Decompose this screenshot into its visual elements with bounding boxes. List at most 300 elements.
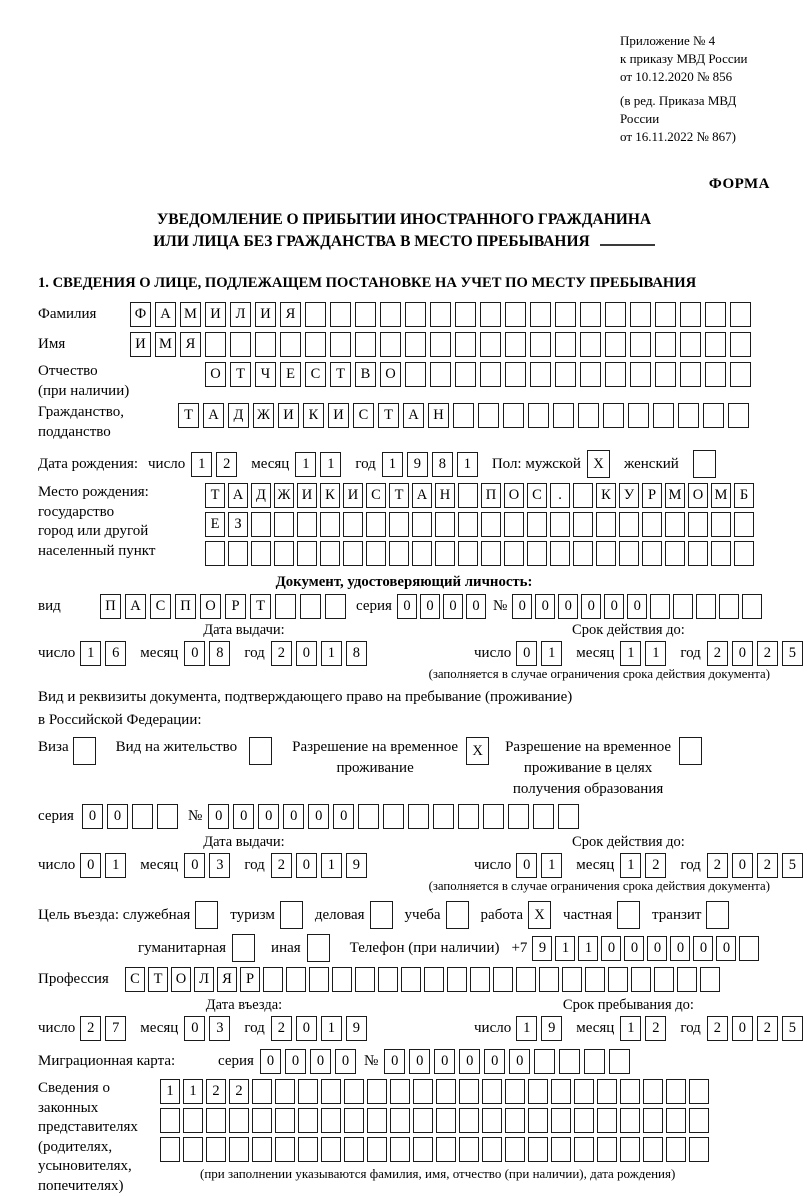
cell[interactable] [654,967,674,992]
entry-day-cells[interactable] [80,1016,130,1041]
cell[interactable]: И [343,483,363,508]
cell[interactable] [666,1137,686,1162]
passport-series-cells[interactable] [397,594,489,619]
checkbox-official[interactable] [195,901,222,929]
cell[interactable]: 7 [105,1016,126,1041]
permit-issue-year-cells[interactable] [271,853,371,878]
cell[interactable] [534,1049,555,1074]
cell[interactable]: 2 [271,641,292,666]
cell[interactable]: 0 [558,594,578,619]
cell[interactable] [458,541,478,566]
cell[interactable]: Я [280,302,301,327]
cell[interactable] [300,594,321,619]
cell[interactable]: А [125,594,146,619]
cell[interactable]: 0 [732,853,753,878]
cell[interactable]: З [228,512,248,537]
cell[interactable] [297,512,317,537]
cell[interactable]: 0 [82,804,103,829]
migration-number-cells[interactable] [384,1049,634,1074]
cell[interactable] [459,1108,479,1133]
cell[interactable] [680,362,701,387]
cell[interactable] [275,1137,295,1162]
cell[interactable] [528,1137,548,1162]
cell[interactable] [307,934,330,962]
cell[interactable]: Е [280,362,301,387]
cell[interactable]: 0 [484,1049,505,1074]
cell[interactable]: 1 [620,853,641,878]
cell[interactable] [378,967,398,992]
cell[interactable] [653,403,674,428]
cell[interactable] [673,594,693,619]
cell[interactable] [705,302,726,327]
cell[interactable]: М [180,302,201,327]
checkbox-business[interactable] [370,901,397,929]
cell[interactable] [585,967,605,992]
birth-place-row1[interactable] [205,483,757,508]
cell[interactable] [551,1137,571,1162]
cell[interactable]: 0 [601,936,621,961]
cell[interactable]: Ж [274,483,294,508]
cell[interactable] [655,302,676,327]
birth-day-cells[interactable] [191,452,241,477]
birth-month-cells[interactable] [295,452,345,477]
cell[interactable]: И [328,403,349,428]
cell[interactable] [321,1108,341,1133]
stay-month-cells[interactable] [620,1016,670,1041]
cell[interactable] [320,541,340,566]
cell[interactable] [405,302,426,327]
cell[interactable] [298,1079,318,1104]
cell[interactable]: 0 [581,594,601,619]
checkbox-female[interactable] [693,450,720,478]
cell[interactable]: М [665,483,685,508]
cell[interactable]: 0 [397,594,417,619]
checkbox-work[interactable] [528,901,555,929]
cell[interactable] [73,737,96,765]
cell[interactable] [528,1108,548,1133]
cell[interactable]: А [412,483,432,508]
cell[interactable]: 1 [620,641,641,666]
cell[interactable]: К [320,483,340,508]
cell[interactable] [458,512,478,537]
cell[interactable] [229,1108,249,1133]
cell[interactable] [332,967,352,992]
cell[interactable] [605,302,626,327]
cell[interactable]: 2 [80,1016,101,1041]
cell[interactable]: 0 [604,594,624,619]
cell[interactable] [435,512,455,537]
passport-valid-year-cells[interactable] [707,641,807,666]
cell[interactable]: 1 [191,452,212,477]
cell[interactable]: О [504,483,524,508]
cell[interactable] [458,483,478,508]
cell[interactable] [206,1137,226,1162]
cell[interactable] [330,332,351,357]
cell[interactable] [580,332,601,357]
birth-year-cells[interactable] [382,452,482,477]
cell[interactable]: 1 [541,641,562,666]
cell[interactable] [551,1079,571,1104]
cell[interactable]: 2 [645,1016,666,1041]
cell[interactable]: Т [230,362,251,387]
cell[interactable] [274,512,294,537]
surname-cells[interactable] [130,302,755,327]
checkbox-temp-permit[interactable] [466,737,493,765]
cell[interactable]: 0 [80,853,101,878]
cell[interactable]: П [481,483,501,508]
cell[interactable] [608,967,628,992]
cell[interactable] [527,512,547,537]
cell[interactable]: Т [330,362,351,387]
cell[interactable] [160,1108,180,1133]
cell[interactable] [562,967,582,992]
cell[interactable]: 1 [183,1079,203,1104]
migration-series-cells[interactable] [260,1049,360,1074]
cell[interactable]: 0 [310,1049,331,1074]
cell[interactable] [355,967,375,992]
cell[interactable] [728,403,749,428]
cell[interactable] [550,512,570,537]
cell[interactable] [252,1079,272,1104]
checkbox-male[interactable] [587,450,614,478]
cell[interactable] [559,1049,580,1074]
cell[interactable]: А [155,302,176,327]
cell[interactable]: И [205,302,226,327]
cell[interactable]: 3 [209,1016,230,1041]
cell[interactable]: 0 [509,1049,530,1074]
permit-series-cells[interactable] [82,804,182,829]
cell[interactable]: 9 [541,1016,562,1041]
cell[interactable]: 0 [233,804,254,829]
cell[interactable] [370,901,393,929]
cell[interactable]: Н [435,483,455,508]
cell[interactable]: Д [228,403,249,428]
cell[interactable]: 3 [209,853,230,878]
cell[interactable] [459,1079,479,1104]
cell[interactable] [367,1079,387,1104]
cell[interactable] [605,332,626,357]
passport-number-cells[interactable] [512,594,765,619]
cell[interactable]: 1 [80,641,101,666]
cell[interactable] [390,1079,410,1104]
cell[interactable] [573,541,593,566]
cell[interactable] [730,332,751,357]
cell[interactable] [620,1108,640,1133]
cell[interactable]: 0 [333,804,354,829]
cell[interactable] [433,804,454,829]
cell[interactable]: . [550,483,570,508]
cell[interactable] [666,1079,686,1104]
cell[interactable] [458,804,479,829]
cell[interactable] [578,403,599,428]
cell[interactable]: 0 [285,1049,306,1074]
cell[interactable] [677,967,697,992]
cell[interactable] [413,1108,433,1133]
cell[interactable] [446,901,469,929]
cell[interactable] [711,541,731,566]
cell[interactable]: Ж [253,403,274,428]
cell[interactable]: А [203,403,224,428]
cell[interactable] [655,362,676,387]
cell[interactable] [251,541,271,566]
cell[interactable] [573,483,593,508]
cell[interactable] [481,512,501,537]
cell[interactable] [424,967,444,992]
cell[interactable] [655,332,676,357]
cell[interactable] [330,302,351,327]
cell[interactable] [493,967,513,992]
cell[interactable]: 0 [258,804,279,829]
cell[interactable] [620,1137,640,1162]
cell[interactable] [157,804,178,829]
cell[interactable] [555,362,576,387]
doc-kind-cells[interactable] [100,594,350,619]
cell[interactable] [480,302,501,327]
cell[interactable] [358,804,379,829]
cell[interactable]: 0 [670,936,690,961]
cell[interactable] [343,512,363,537]
cell[interactable] [719,594,739,619]
cell[interactable]: 0 [296,853,317,878]
cell[interactable] [705,362,726,387]
cell[interactable]: 0 [260,1049,281,1074]
cell[interactable]: С [150,594,171,619]
cell[interactable] [470,967,490,992]
cell[interactable] [275,594,296,619]
cell[interactable]: X [587,450,610,478]
cell[interactable]: О [205,362,226,387]
cell[interactable] [355,332,376,357]
cell[interactable] [528,1079,548,1104]
cell[interactable]: 0 [184,641,205,666]
cell[interactable] [666,1108,686,1133]
cell[interactable]: 2 [707,641,728,666]
cell[interactable]: 1 [295,452,316,477]
cell[interactable] [742,594,762,619]
phone-cells[interactable] [532,936,762,961]
cell[interactable] [619,541,639,566]
cell[interactable] [435,541,455,566]
cell[interactable] [505,1108,525,1133]
cell[interactable]: А [403,403,424,428]
cell[interactable]: 2 [707,853,728,878]
cell[interactable] [430,362,451,387]
cell[interactable]: 1 [578,936,598,961]
cell[interactable]: 1 [382,452,403,477]
cell[interactable] [367,1137,387,1162]
cell[interactable]: И [255,302,276,327]
cell[interactable] [482,1108,502,1133]
cell[interactable] [619,512,639,537]
cell[interactable]: Т [389,483,409,508]
cell[interactable] [412,541,432,566]
checkbox-humanitarian[interactable] [232,934,259,962]
cell[interactable]: 0 [420,594,440,619]
cell[interactable] [558,804,579,829]
cell[interactable]: 0 [466,594,486,619]
cell[interactable] [678,403,699,428]
cell[interactable] [665,512,685,537]
cell[interactable] [574,1137,594,1162]
cell[interactable]: Ф [130,302,151,327]
cell[interactable] [505,1079,525,1104]
cell[interactable] [390,1108,410,1133]
cell[interactable] [478,403,499,428]
cell[interactable] [689,1079,709,1104]
cell[interactable] [367,1108,387,1133]
cell[interactable]: 0 [107,804,128,829]
cell[interactable] [642,541,662,566]
cell[interactable] [390,1137,410,1162]
representatives-row2[interactable] [160,1108,712,1133]
cell[interactable] [680,302,701,327]
cell[interactable] [530,302,551,327]
cell[interactable]: Я [217,967,237,992]
cell[interactable]: С [353,403,374,428]
cell[interactable]: 9 [346,1016,367,1041]
cell[interactable] [252,1108,272,1133]
cell[interactable] [412,512,432,537]
cell[interactable]: 2 [271,1016,292,1041]
cell[interactable] [132,804,153,829]
cell[interactable]: 1 [321,1016,342,1041]
cell[interactable]: 9 [532,936,552,961]
cell[interactable] [344,1137,364,1162]
cell[interactable] [603,403,624,428]
cell[interactable] [183,1108,203,1133]
cell[interactable] [343,541,363,566]
profession-cells[interactable] [125,967,723,992]
cell[interactable]: 6 [105,641,126,666]
checkbox-tourism[interactable] [280,901,307,929]
cell[interactable] [631,967,651,992]
cell[interactable]: 0 [308,804,329,829]
cell[interactable] [555,302,576,327]
cell[interactable] [380,332,401,357]
cell[interactable]: 2 [229,1079,249,1104]
cell[interactable] [689,1108,709,1133]
cell[interactable]: 2 [707,1016,728,1041]
cell[interactable] [508,804,529,829]
cell[interactable] [230,332,251,357]
cell[interactable]: Б [734,483,754,508]
cell[interactable] [628,403,649,428]
cell[interactable] [642,512,662,537]
cell[interactable]: С [366,483,386,508]
cell[interactable] [734,512,754,537]
checkbox-study[interactable] [446,901,473,929]
cell[interactable]: 0 [624,936,644,961]
cell[interactable] [195,901,218,929]
cell[interactable] [643,1108,663,1133]
cell[interactable] [405,362,426,387]
cell[interactable] [530,332,551,357]
cell[interactable]: Р [240,967,260,992]
passport-valid-month-cells[interactable] [620,641,670,666]
passport-issue-year-cells[interactable] [271,641,371,666]
checkbox-private[interactable] [617,901,644,929]
cell[interactable]: 1 [105,853,126,878]
cell[interactable]: 0 [384,1049,405,1074]
cell[interactable]: 1 [321,853,342,878]
cell[interactable] [539,967,559,992]
cell[interactable] [711,512,731,537]
cell[interactable] [459,1137,479,1162]
cell[interactable] [597,1108,617,1133]
cell[interactable] [705,332,726,357]
cell[interactable] [551,1108,571,1133]
permit-valid-month-cells[interactable] [620,853,670,878]
cell[interactable]: Ч [255,362,276,387]
cell[interactable] [734,541,754,566]
cell[interactable]: 0 [693,936,713,961]
cell[interactable]: Л [230,302,251,327]
representatives-row1[interactable] [160,1079,712,1104]
cell[interactable]: С [125,967,145,992]
passport-issue-month-cells[interactable] [184,641,234,666]
cell[interactable] [530,362,551,387]
cell[interactable] [504,512,524,537]
checkbox-visa[interactable] [73,737,100,765]
cell[interactable]: 0 [434,1049,455,1074]
cell[interactable]: О [171,967,191,992]
cell[interactable] [344,1108,364,1133]
cell[interactable]: 9 [407,452,428,477]
cell[interactable] [401,967,421,992]
cell[interactable] [505,302,526,327]
cell[interactable] [436,1079,456,1104]
cell[interactable] [389,512,409,537]
cell[interactable] [436,1108,456,1133]
cell[interactable]: 0 [627,594,647,619]
cell[interactable] [630,302,651,327]
passport-valid-day-cells[interactable] [516,641,566,666]
cell[interactable] [305,302,326,327]
cell[interactable] [533,804,554,829]
cell[interactable] [366,541,386,566]
cell[interactable]: С [527,483,547,508]
cell[interactable]: Т [178,403,199,428]
cell[interactable] [280,901,303,929]
cell[interactable] [413,1137,433,1162]
cell[interactable] [255,332,276,357]
cell[interactable] [389,541,409,566]
cell[interactable] [249,737,272,765]
cell[interactable] [383,804,404,829]
cell[interactable] [160,1137,180,1162]
entry-year-cells[interactable] [271,1016,371,1041]
cell[interactable]: 0 [335,1049,356,1074]
cell[interactable] [447,967,467,992]
cell[interactable] [380,302,401,327]
cell[interactable]: 8 [346,641,367,666]
cell[interactable]: М [711,483,731,508]
cell[interactable] [366,512,386,537]
cell[interactable] [730,302,751,327]
cell[interactable] [321,1137,341,1162]
cell[interactable] [693,450,716,478]
cell[interactable] [252,1137,272,1162]
cell[interactable] [580,302,601,327]
cell[interactable]: 0 [516,853,537,878]
cell[interactable]: Я [180,332,201,357]
cell[interactable]: 1 [457,452,478,477]
cell[interactable] [298,1108,318,1133]
cell[interactable] [584,1049,605,1074]
cell[interactable]: И [130,332,151,357]
checkbox-residence-permit[interactable] [249,737,276,765]
cell[interactable]: 0 [732,641,753,666]
